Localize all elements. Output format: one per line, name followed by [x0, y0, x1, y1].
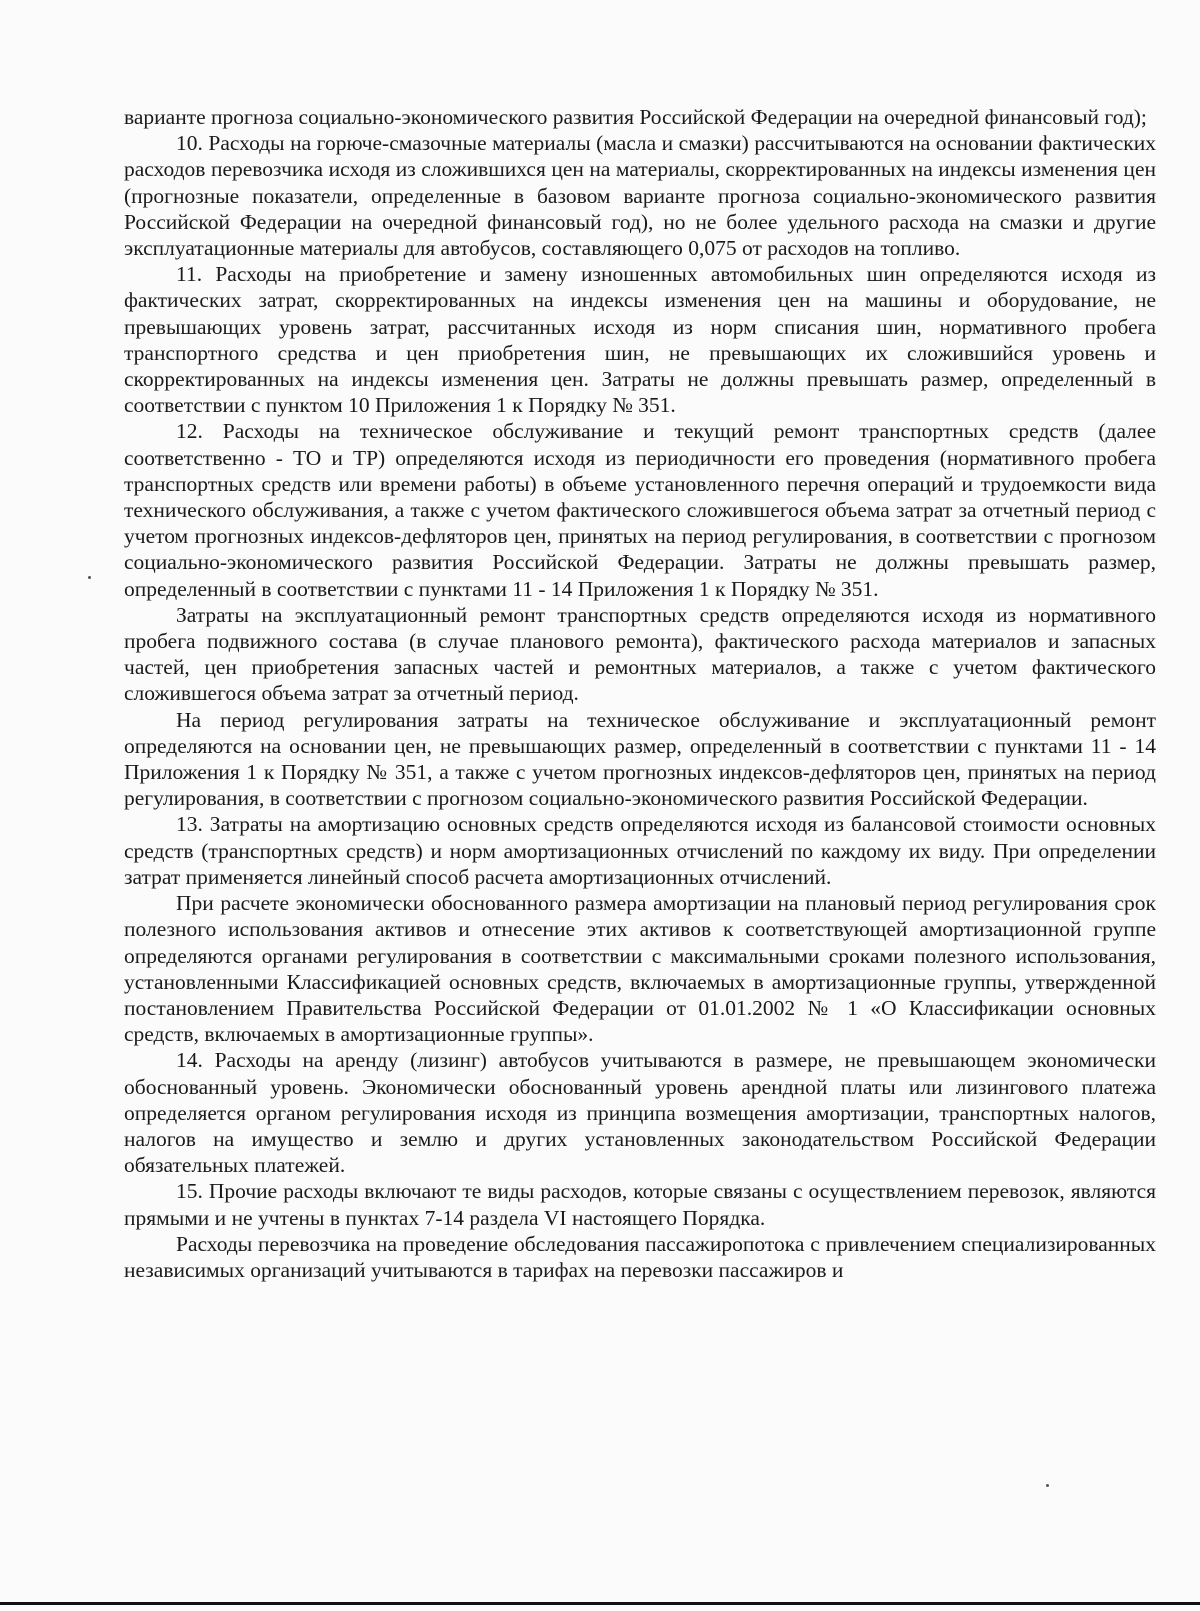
paragraph-regulation-period: На период регулирования затраты на техническое обслуживание и эксплуатационный ремонт определяются на основании цен, не превышающих размер, определенный в соответствии с пунктами 11 - 14 Приложения 1 к Порядку № 351, а также с учетом прогнозных индексов-дефляторов цен, принятых на период регулирования, в соответствии с прогнозом социально-экономического развития Российской Федерации. — [124, 707, 1156, 811]
paragraph-depreciation: При расчете экономически обоснованного размера амортизации на плановый период регулирования срок полезного использования активов и отнесение этих активов к соответствующей амортизационной группе определяются органами регулирования в соответствии с максимальными сроками полезного использования, установленными Классификацией основных средств, включаемых в амортизационные группы, утвержденной постановлением Правительства Российской Федерации от 01.01.2002 № 1 «О Классификации основных средств, включаемых в амортизационные группы». — [124, 891, 1156, 1047]
scan-speck — [88, 576, 91, 579]
document-body — [124, 104, 1156, 1283]
paragraph-item-13: 13. Затраты на амортизацию основных средств определяются исходя из балансовой стоимости основных средств (транспортных средств) и норм амортизационных отчислений по каждому их виду. При определении затрат применяется линейный способ расчета амортизационных отчислений. — [124, 812, 1156, 889]
paragraph-repair-costs: Затраты на эксплуатационный ремонт транспортных средств определяются исходя из нормативного пробега подвижного состава (в случае планового ремонта), фактического расхода материалов и запасных частей, цен приобретения запасных частей и ремонтных материалов, а также с учетом фактического сложившегося объема затрат за отчетный период. — [124, 602, 1156, 706]
paragraph-item-15: 15. Прочие расходы включают те виды расходов, которые связаны с осуществлением перевозок, являются прямыми и не учтены в пунктах 7-14 раздела VI настоящего Порядка. — [124, 1179, 1156, 1230]
scan-edge-line — [0, 1602, 1200, 1605]
paragraph-survey-costs: Расходы перевозчика на проведение обследования пассажиропотока с привлечением специализированных независимых организаций учитываются в тарифах на перевозки пассажиров и — [124, 1231, 1156, 1282]
paragraph-item-12: 12. Расходы на техническое обслуживание и текущий ремонт транспортных средств (далее соответственно - ТО и ТР) определяются исходя из периодичности его проведения (нормативного пробега транспортных средств или времени работы) в объеме установленного перечня операций и трудоемкости вида технического обслуживания, а также с учетом фактического сложившегося объема затрат за отчетный период с учетом прогнозных индексов-дефляторов цен, принятых на период регулирования, в соответствии с прогнозом социально-экономического развития Российской Федерации. Затраты не должны превышать размер, определенный в соответствии с пунктами 11 - 14 Приложения 1 к Порядку № 351. — [124, 419, 1156, 601]
paragraph-item-10: 10. Расходы на горюче-смазочные материалы (масла и смазки) рассчитываются на основании фактических расходов перевозчика исходя из сложившихся цен на материалы, скорректированных на индексы изменения цен (прогнозные показатели, определенные в базовом варианте прогноза социально-экономического развития Российской Федерации на очередной финансовый год), но не более удельного расхода на смазки и другие эксплуатационные материалы для автобусов, составляющего 0,075 от расходов на топливо. — [124, 131, 1156, 261]
paragraph-item-14: 14. Расходы на аренду (лизинг) автобусов учитываются в размере, не превышающем экономически обоснованный уровень. Экономически обоснованный уровень арендной платы или лизингового платежа определяется органом регулирования исходя из принципа возмещения амортизации, транспортных налогов, налогов на имущество и землю и других установленных законодательством Российской Федерации обязательных платежей. — [124, 1048, 1156, 1178]
paragraph-continuation: варианте прогноза социально-экономического развития Российской Федерации на очередной финансовый год); — [124, 105, 1147, 129]
scan-speck — [1046, 1484, 1049, 1487]
paragraph-item-11: 11. Расходы на приобретение и замену изношенных автомобильных шин определяются исходя из фактических затрат, скорректированных на индексы изменения цен на машины и оборудование, не превышающих уровень затрат, рассчитанных исходя из норм списания шин, нормативного пробега транспортного средства и цен приобретения шин, не превышающих их сложившийся уровень и скорректированных на индексы изменения цен. Затраты не должны превышать размер, определенный в соответствии с пунктом 10 Приложения 1 к Порядку № 351. — [124, 262, 1156, 418]
